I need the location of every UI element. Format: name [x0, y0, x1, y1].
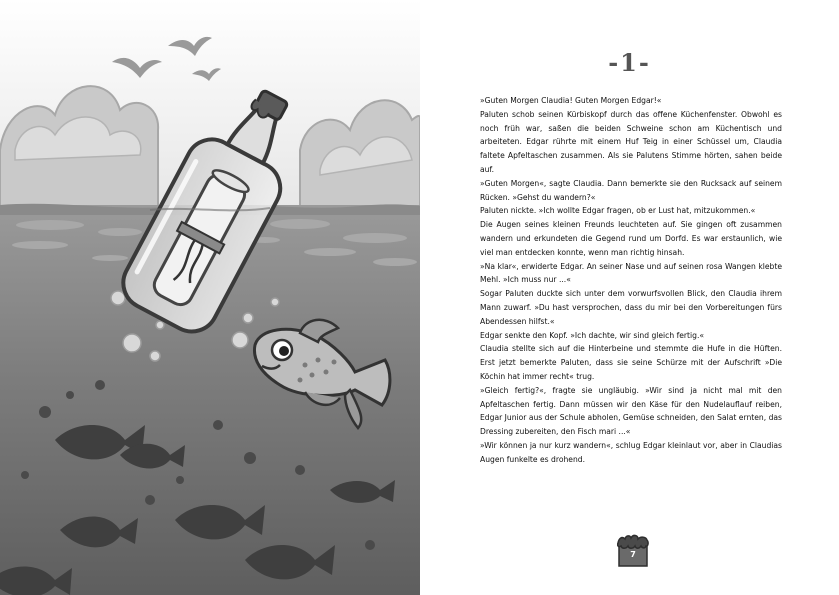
paragraph: Die Augen seines kleinen Freunds leuchteten auf. Sie gingen oft zusammen wandern und erkundeten die Gegend rund um Dorfd. Es war erstaunlich, wie viel man entdecken konnte, wenn man richtig hinsah. [480, 220, 782, 257]
paragraph: »Wir können ja nur kurz wandern«, schlug Edgar kleinlaut vor, aber in Claudias Augen funkelte es drohend. [480, 440, 782, 464]
paragraph: Claudia stellte sich auf die Hinterbeine und stemmte die Hufe in die Hüften. Erst jetzt bemerkte Paluten, dass sie seine Schürze mit der Aufschrift »Die Köchin hat immer recht« trug. [480, 344, 782, 381]
chapter-number: -1- [608, 48, 651, 77]
paragraph: »Na klar«, erwiderte Edgar. An seiner Nase und auf seinen rosa Wangen klebte Mehl. »Ich muss nur ...« [480, 261, 782, 285]
paragraph: Paluten nickte. »Ich wollte Edgar fragen, ob er Lust hat, mitzukommen.« [480, 206, 756, 216]
paragraph: Paluten schob seinen Kürbiskopf durch das offene Küchenfenster. Obwohl es noch früh war, saßen die beiden Schweine schon am Küchentisch und arbeiteten. Edgar rührte mit einem Huf Teig in einer Schüssel um, Claudia faltete Apfeltaschen zusammen. Als sie Palutens Stimme hörten, sahen beide auf. [480, 109, 782, 174]
paragraph: »Guten Morgen«, sagte Claudia. Dann bemerkte sie den Rucksack auf seinem Rücken. »Gehst du wandern?« [480, 178, 782, 202]
page-number-badge [617, 534, 649, 568]
paragraph: »Guten Morgen Claudia! Guten Morgen Edgar!« [480, 96, 662, 105]
paragraph: »Gleich fertig?«, fragte sie ungläubig. »Wir sind ja nicht mal mit den Apfeltaschen fertig. Dann müssen wir den Käse für den Nudelauflauf reiben, Edgar Junior aus der Schule abholen, Gemüse schneiden, den Salat ernten, das Dressing zubereiten, den Fisch mari ...« [480, 385, 782, 437]
page-number: 7 [630, 550, 636, 559]
paragraph: Edgar senkte den Kopf. »Ich dachte, wir sind gleich fertig.« [480, 330, 705, 340]
text-page [420, 0, 839, 595]
chapter-text [480, 94, 782, 467]
paragraph: Sogar Paluten duckte sich unter dem vorwurfsvollen Blick, den Claudia ihrem Mann zuwarf. »Du hast versprochen, dass du mir bei den Vorbereitungen fürs Abendessen hilfst.« [480, 289, 782, 326]
